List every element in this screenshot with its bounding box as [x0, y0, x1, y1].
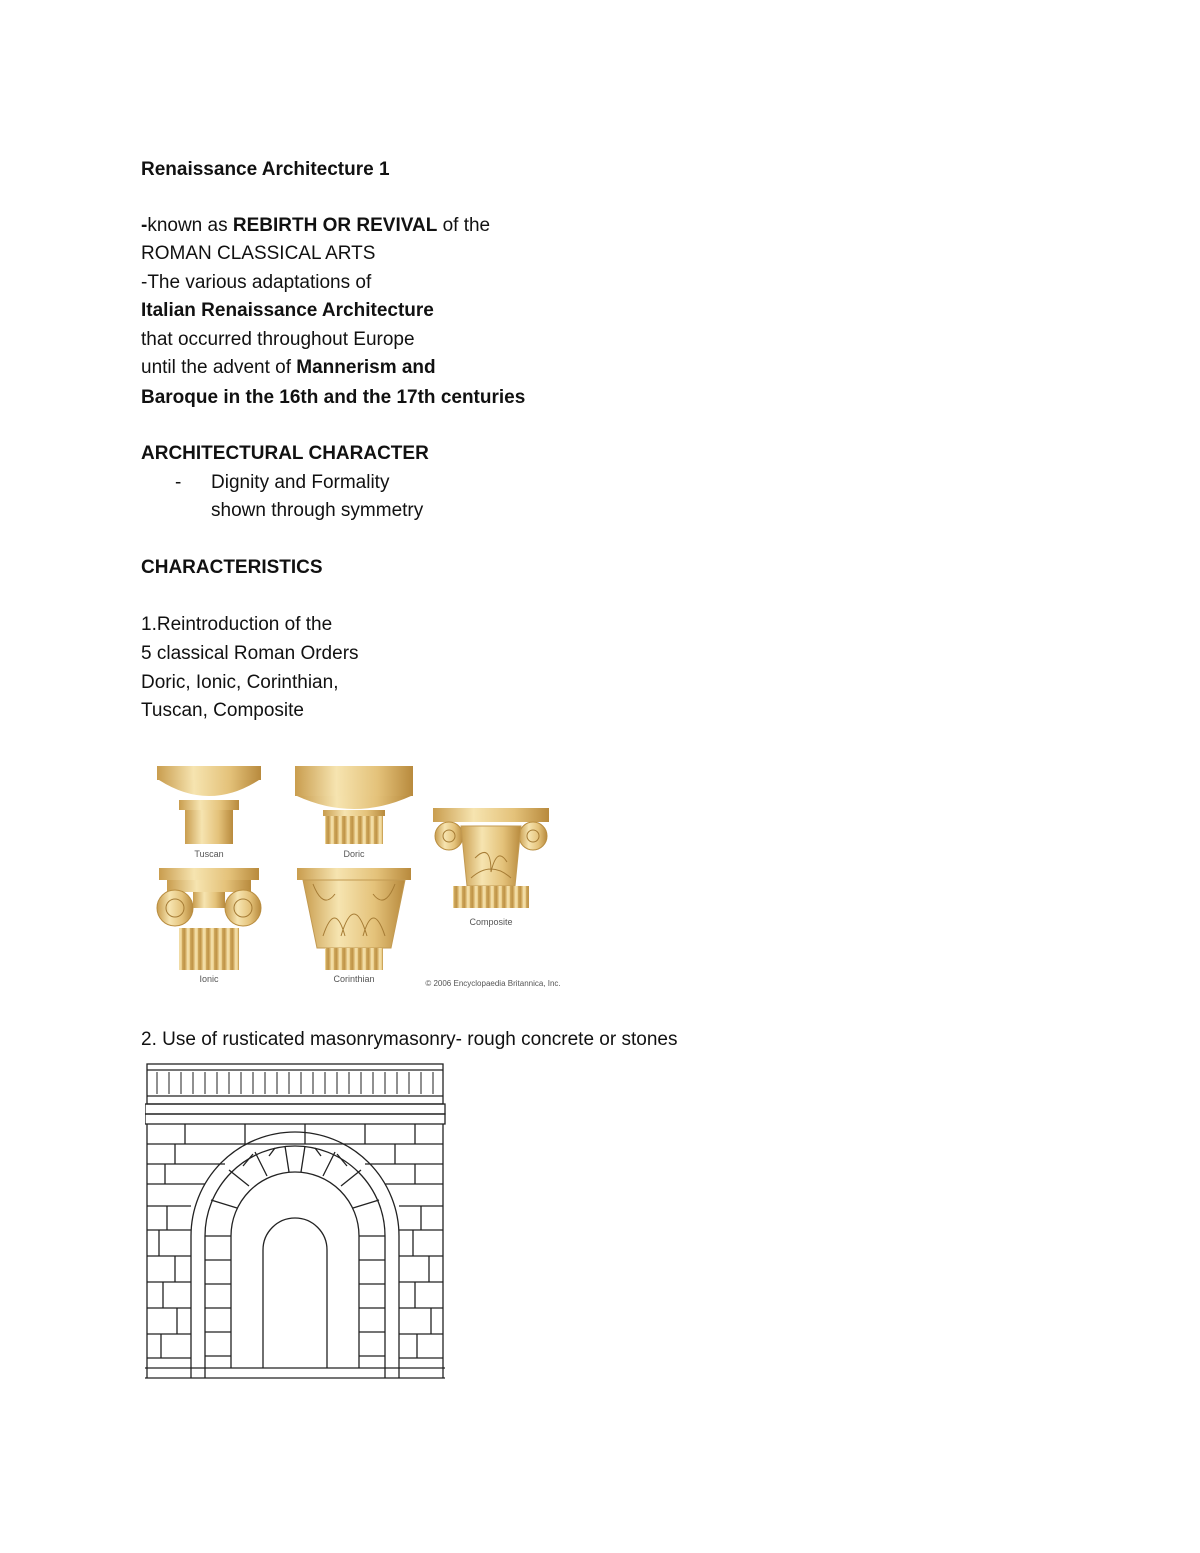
rusticated-masonry-figure [145, 1060, 450, 1382]
intro-text-advent: until the advent of [141, 357, 297, 378]
intro-line-3: -The various adaptations of [141, 272, 372, 293]
char-item1-line-3: Doric, Ionic, Corinthian, [141, 672, 339, 693]
image-credit: © 2006 Encyclopaedia Britannica, Inc. [425, 979, 561, 988]
char-item1-line-1: 1.Reintroduction of the [141, 614, 333, 635]
intro-dash: - [141, 215, 148, 236]
mannerism-text: Mannerism and [296, 357, 436, 378]
intro-line-7: Baroque in the 16th and the 17th centuries [141, 387, 526, 408]
corinthian-caption: Corinthian [333, 974, 375, 984]
doric-capital-illustration [295, 766, 413, 844]
intro-line-5: that occurred throughout Europe [141, 329, 415, 350]
intro-text-of-the: of the [437, 215, 491, 236]
intro-line-6 [141, 356, 436, 380]
arch-character-item-line-2: shown through symmetry [211, 500, 424, 521]
char-item1-line-2: 5 classical Roman Orders [141, 643, 359, 664]
arch-character-heading: ARCHITECTURAL CHARACTER [141, 443, 429, 464]
composite-capital-illustration [433, 808, 549, 908]
composite-caption: Composite [469, 917, 513, 927]
arch-character-item-line-1: Dignity and Formality [211, 472, 390, 493]
page-title: Renaissance Architecture 1 [141, 159, 390, 180]
tuscan-capital-illustration [157, 766, 261, 844]
characteristics-heading: CHARACTERISTICS [141, 557, 323, 578]
char-item1-line-4: Tuscan, Composite [141, 700, 304, 721]
corinthian-capital-illustration [297, 868, 411, 970]
ionic-capital-illustration [157, 868, 261, 970]
rebirth-revival-text: REBIRTH OR REVIVAL [232, 215, 438, 236]
intro-line-2: ROMAN CLASSICAL ARTS [141, 243, 376, 264]
doric-caption: Doric [343, 849, 365, 859]
intro-text-known-as: known as [147, 215, 233, 236]
arch-character-bullet: - [175, 472, 182, 493]
tuscan-caption: Tuscan [194, 849, 224, 859]
intro-line-4: Italian Renaissance Architecture [141, 300, 434, 321]
ionic-caption: Ionic [199, 974, 219, 984]
classical-orders-figure [145, 760, 565, 992]
intro-line-1 [141, 214, 490, 238]
char-item2-text: 2. Use of rusticated masonrymasonry- rough concrete or stones [141, 1029, 678, 1050]
